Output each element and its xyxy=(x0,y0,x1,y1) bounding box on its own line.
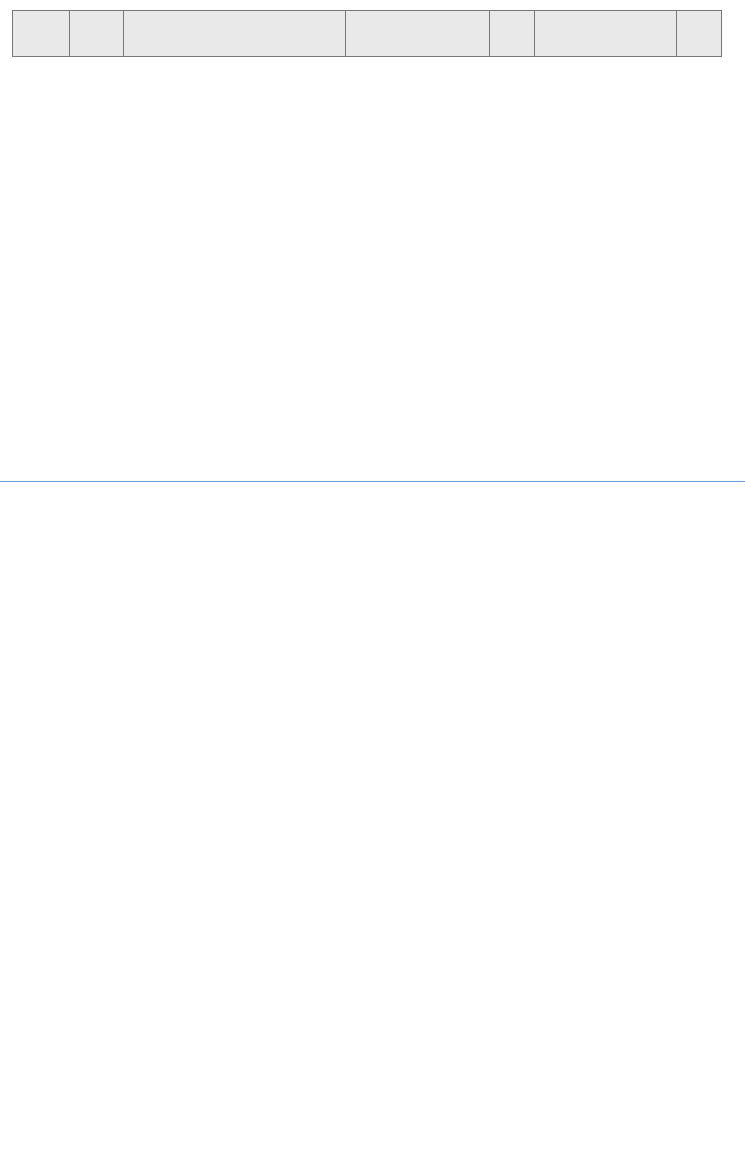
upper-table-section xyxy=(0,0,745,475)
header-biz xyxy=(13,11,70,57)
purchase-table-upper xyxy=(12,10,722,57)
header-2022 xyxy=(346,11,490,57)
header-ratio-2021 xyxy=(677,11,722,57)
page-split-line xyxy=(0,481,745,482)
header-2021 xyxy=(535,11,677,57)
header-item xyxy=(124,11,346,57)
header-ratio-2022 xyxy=(490,11,535,57)
header-type xyxy=(70,11,124,57)
